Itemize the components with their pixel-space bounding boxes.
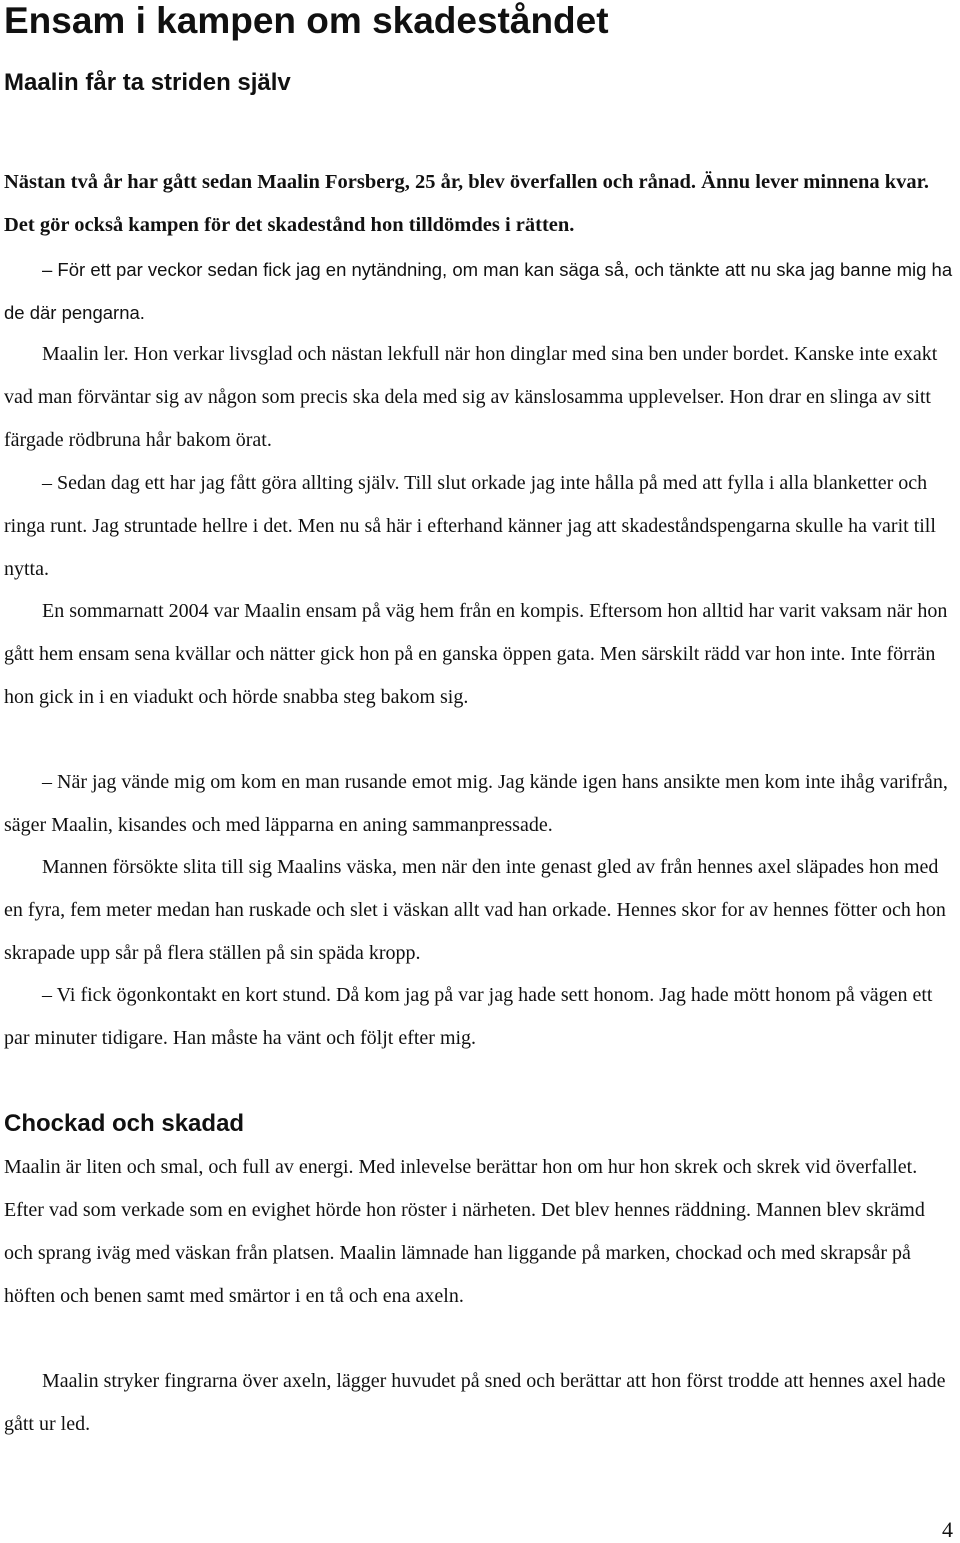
section-heading: Chockad och skadad [4,1110,245,1137]
body-paragraph-2: Maalin ler. Hon verkar livsglad och nästan lekfull när hon dinglar med sina ben under bordet. Kanske inte exakt vad man förväntar sig av någon som precis ska dela med sig av känslosamma upplevelser. Hon drar en slinga av sitt färgade rödbruna hår bakom örat. [4,343,938,451]
quote-paragraph-5: – När jag vände mig om kom en man rusande emot mig. Jag kände igen hans ansikte men kom inte ihåg varifrån, säger Maalin, kisandes och med läpparna en aning sammanpressade. [4,771,948,836]
quote-paragraph-7: – Vi fick ögonkontakt en kort stund. Då kom jag på var jag hade sett honom. Jag hade mött honom på vägen ett par minuter tidigare. Han måste ha vänt och följt efter mig. [4,984,933,1049]
body-paragraph-8: Maalin är liten och smal, och full av energi. Med inlevelse berättar hon om hur hon skrek och skrek vid överfallet. Efter vad som verkade som en evighet hörde hon röster i närheten. Det blev hennes räddning. Mannen blev skrämd och sprang iväg med väskan från platsen. Maalin lämnade han liggande på marken, chockad och med skrapsår på höften och benen samt med smärtor i en tå och ena axeln. [4,1156,925,1307]
lead-paragraph: Nästan två år har gått sedan Maalin Forsberg, 25 år, blev överfallen och rånad. Ännu lever minnena kvar. Det gör också kampen för det skadestånd hon tilldömdes i rätten. [4,171,929,236]
body-paragraph-6: Mannen försökte slita till sig Maalins väska, men när den inte genast gled av från hennes axel släpades hon med en fyra, fem meter medan han ruskade och slet i väskan allt vad han orkade. Hennes skor for av hennes fötter och hon skrapade upp sår på flera ställen på sin späda kropp. [4,856,946,964]
article-title: Ensam i kampen om skadeståndet [4,0,609,41]
page-number: 4 [942,1517,953,1542]
quote-paragraph-3: – Sedan dag ett har jag fått göra allting själv. Till slut orkade jag inte hålla på med att fylla i alla blanketter och ringa runt. Jag struntade hellre i det. Men nu så här i efterhand känner jag att skadeståndspengarna skulle ha varit till nytta. [4,472,936,580]
article-subtitle: Maalin får ta striden själv [4,69,291,96]
body-paragraph-9: Maalin stryker fingrarna över axeln, lägger huvudet på sned och berättar att hon först trodde att hennes axel hade gått ur led. [4,1370,946,1435]
body-paragraph-4: En sommarnatt 2004 var Maalin ensam på väg hem från en kompis. Eftersom hon alltid har varit vaksam när hon gått hem ensam sena kvällar och nätter gick hon på en ganska öppen gata. Men särskilt rädd var hon inte. Inte förrän hon gick in i en viadukt och hörde snabba steg bakom sig. [4,600,948,708]
quote-paragraph-1: – För ett par veckor sedan fick jag en nytändning, om man kan säga så, och tänkte att nu ska jag banne mig ha de där pengarna. [4,259,953,323]
